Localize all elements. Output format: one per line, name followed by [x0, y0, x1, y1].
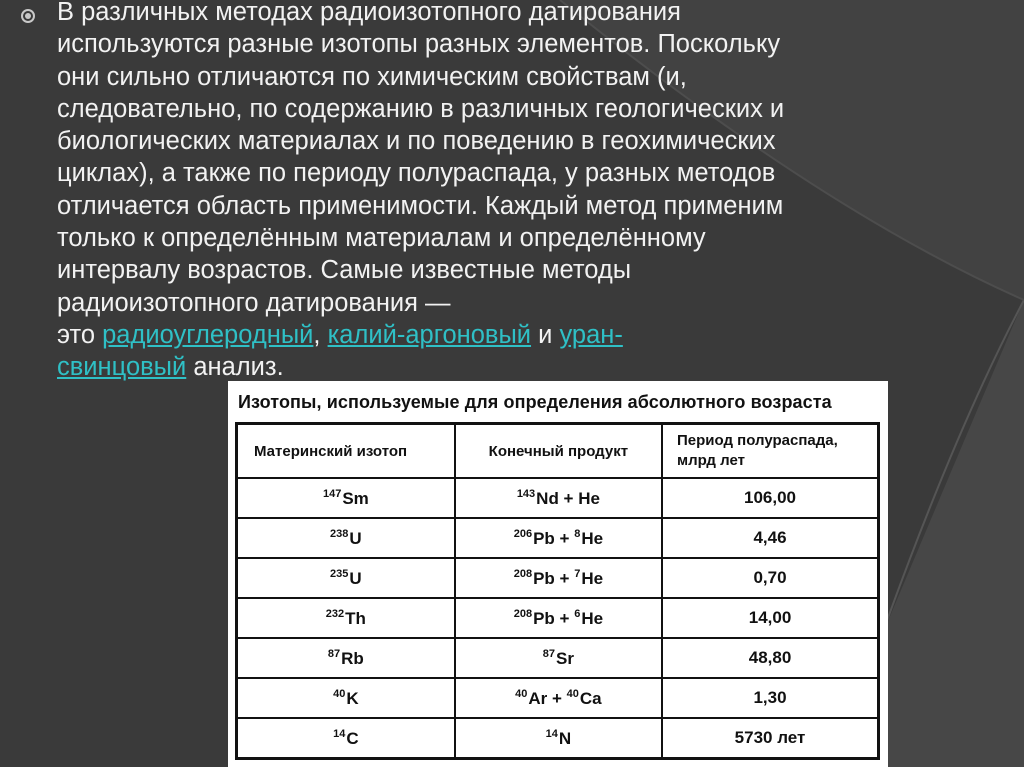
cell-parent-isotope — [237, 638, 455, 678]
mass-number: 6 — [574, 607, 581, 620]
isotope-table-image — [228, 381, 888, 767]
element-symbol: Ca — [579, 688, 602, 708]
cell-half-life: 4,46 — [662, 518, 878, 558]
table-caption: Изотопы, используемые для определения абсолютного возраста — [238, 392, 832, 412]
element-symbol: Pb + — [533, 568, 575, 588]
mass-number: 147 — [322, 487, 342, 500]
text-fragment: это — [57, 320, 103, 349]
table-header-row — [237, 424, 879, 479]
cell-end-product — [455, 518, 662, 558]
header-half-life — [662, 424, 878, 479]
header-end-product: Конечный продукт — [455, 424, 662, 479]
text-line-last — [57, 351, 1012, 383]
cell-half-life: 1,30 — [662, 678, 878, 718]
cell-end-product — [455, 598, 662, 638]
mass-number: 206 — [513, 527, 533, 540]
element-symbol: Rb — [341, 648, 364, 668]
cell-end-product — [455, 558, 662, 598]
mass-number: 40 — [515, 687, 528, 700]
mass-number: 208 — [513, 607, 533, 620]
text-line: В различных методах радиоизотопного датирования — [57, 0, 681, 26]
text-line: только к определённым материалам и определённому — [57, 224, 706, 253]
element-symbol: N — [558, 728, 572, 748]
mass-number: 87 — [327, 647, 341, 660]
cell-parent-isotope — [237, 718, 455, 759]
table-row — [237, 598, 879, 638]
text-line: биологических материалах и по поведению в геохимических — [57, 127, 776, 156]
mass-number: 232 — [325, 607, 345, 620]
bullet-icon — [21, 9, 35, 23]
text-fragment: , — [313, 320, 321, 349]
table-row — [237, 718, 879, 759]
table-row — [237, 678, 879, 718]
body-paragraph — [57, 0, 1012, 384]
text-line: циклах), а также по периоду полураспада, у разных методов — [57, 159, 776, 188]
cell-half-life: 5730 лет — [662, 718, 878, 759]
table-row — [237, 478, 879, 518]
element-symbol: U — [349, 528, 362, 548]
element-symbol: Sr — [556, 648, 574, 668]
element-symbol: Pb + — [533, 528, 575, 548]
cell-half-life: 0,70 — [662, 558, 878, 598]
mass-number: 143 — [516, 487, 536, 500]
table-row — [237, 518, 879, 558]
mass-number: 14 — [333, 727, 346, 740]
mass-number: 235 — [330, 567, 349, 580]
element-symbol: Th — [345, 608, 366, 628]
cell-parent-isotope — [237, 598, 455, 638]
element-symbol: U — [349, 568, 362, 588]
link-radiocarbon[interactable]: радиоуглеродный — [102, 320, 314, 349]
mass-number: 87 — [542, 647, 556, 660]
cell-half-life: 14,00 — [662, 598, 878, 638]
element-symbol: Ar + — [528, 688, 567, 708]
cell-parent-isotope — [237, 678, 455, 718]
element-symbol: He — [581, 528, 604, 548]
element-symbol: K — [346, 688, 359, 708]
isotope-table — [235, 422, 880, 760]
mass-number: 7 — [574, 567, 581, 580]
cell-end-product — [455, 478, 662, 518]
header-half-life-line1: Период полураспада, — [677, 432, 838, 449]
element-symbol: He — [581, 608, 604, 628]
text-line: они сильно отличаются по химическим свойствам (и, — [57, 62, 687, 91]
element-symbol: Nd + He — [536, 488, 600, 508]
element-symbol: C — [346, 728, 359, 748]
table-row — [237, 638, 879, 678]
element-symbol: He — [581, 568, 604, 588]
table-body — [237, 478, 879, 759]
element-symbol: Pb + — [533, 608, 575, 628]
text-line: используются разные изотопы разных элементов. Поскольку — [57, 30, 781, 59]
mass-number: 40 — [566, 687, 579, 700]
mass-number: 14 — [545, 727, 558, 740]
element-symbol: Sm — [342, 488, 369, 508]
cell-half-life: 106,00 — [662, 478, 878, 518]
cell-half-life: 48,80 — [662, 638, 878, 678]
text-line-links — [57, 319, 1012, 351]
mass-number: 40 — [333, 687, 346, 700]
text-line: радиоизотопного датирования — — [57, 288, 451, 317]
cell-end-product — [455, 678, 662, 718]
text-line: следовательно, по содержанию в различных геологических и — [57, 94, 785, 123]
text-fragment: анализ. — [186, 353, 284, 382]
cell-end-product — [455, 638, 662, 678]
link-potassium-argon[interactable]: калий-аргоновый — [327, 320, 532, 349]
link-uranium-lead-part1[interactable]: уран- — [559, 320, 623, 349]
mass-number: 238 — [330, 527, 349, 540]
link-uranium-lead-part2[interactable]: свинцовый — [57, 353, 187, 382]
header-parent-isotope: Материнский изотоп — [237, 424, 455, 479]
mass-number: 208 — [513, 567, 533, 580]
mass-number: 8 — [574, 527, 581, 540]
text-fragment: и — [531, 320, 560, 349]
text-line: интервалу возрастов. Самые известные методы — [57, 256, 632, 285]
cell-end-product — [455, 718, 662, 759]
header-half-life-line2: млрд лет — [677, 452, 745, 469]
table-row — [237, 558, 879, 598]
text-line: отличается область применимости. Каждый метод применим — [57, 191, 784, 220]
cell-parent-isotope — [237, 558, 455, 598]
cell-parent-isotope — [237, 518, 455, 558]
cell-parent-isotope — [237, 478, 455, 518]
